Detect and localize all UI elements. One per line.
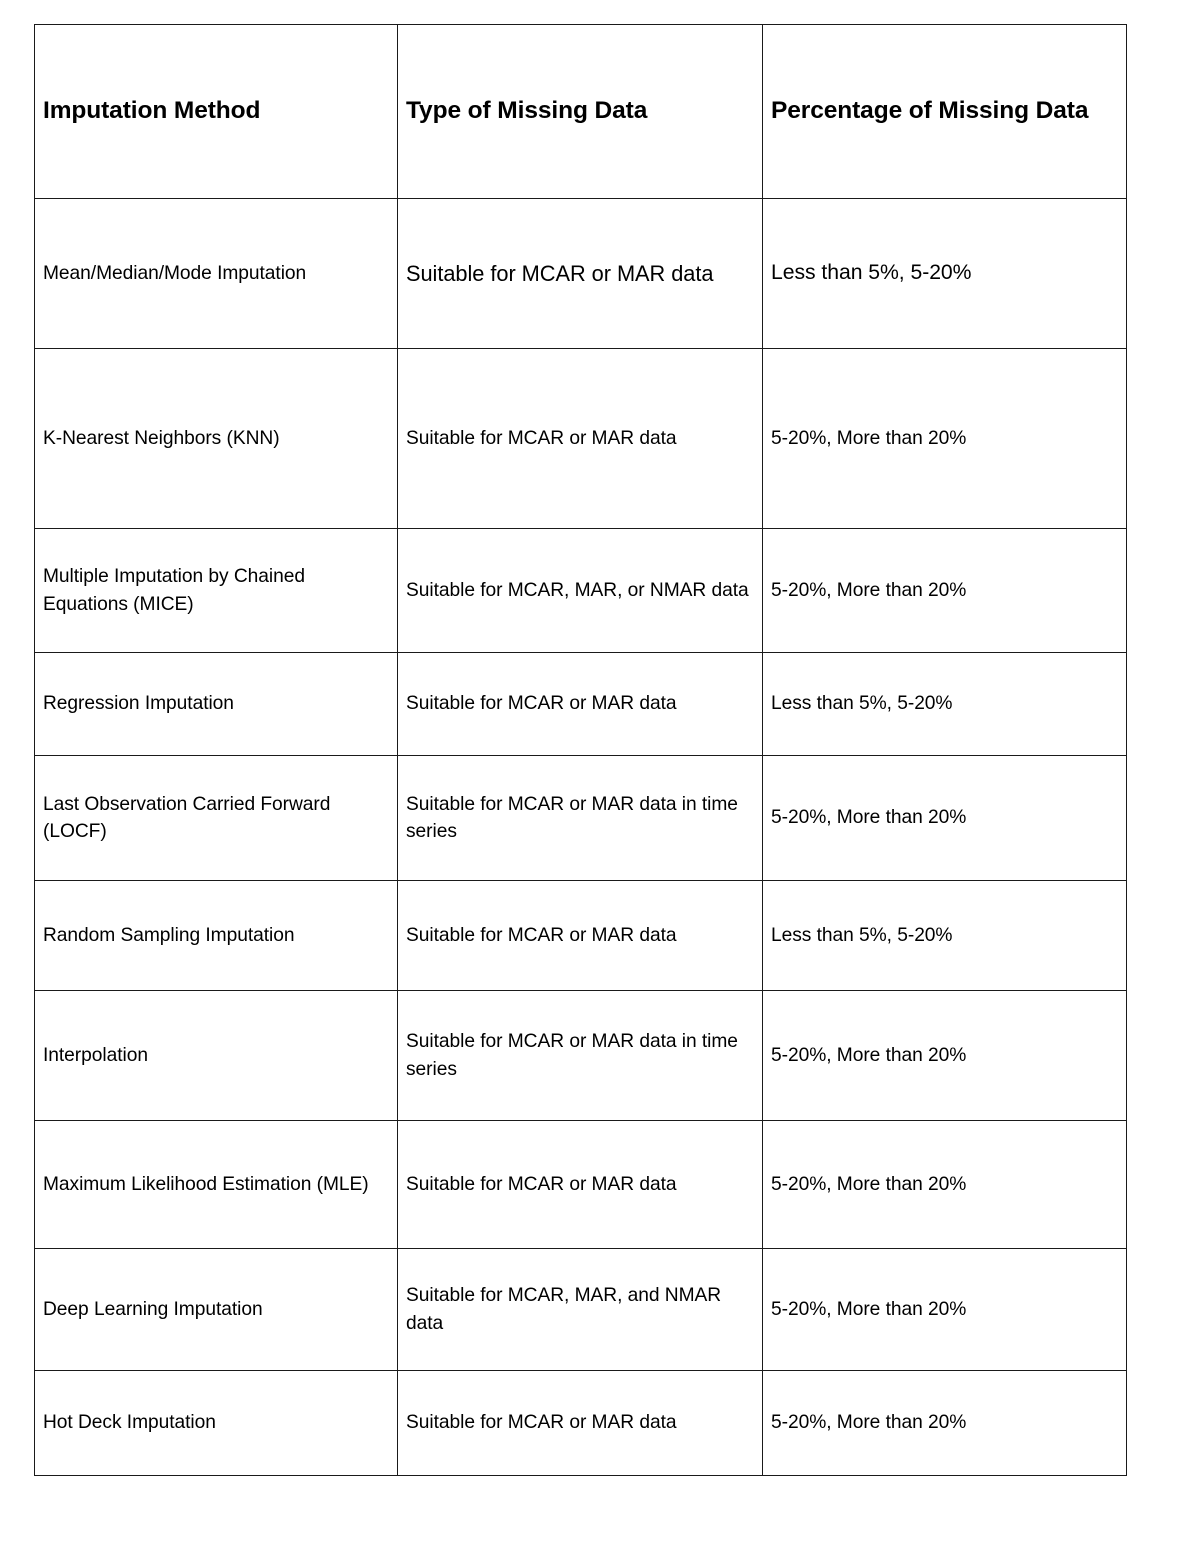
cell-method: Regression Imputation [35, 653, 398, 756]
table-row [35, 756, 1127, 881]
cell-method: Multiple Imputation by Chained Equations (MICE) [35, 529, 398, 653]
cell-percentage: 5-20%, More than 20% [763, 1249, 1127, 1371]
cell-percentage: 5-20%, More than 20% [763, 1371, 1127, 1476]
table-row [35, 199, 1127, 349]
imputation-methods-table-container [34, 24, 1126, 1476]
table-header [35, 25, 1127, 199]
cell-type: Suitable for MCAR, MAR, and NMAR data [398, 1249, 763, 1371]
cell-method: Mean/Median/Mode Imputation [35, 199, 398, 349]
table-row [35, 349, 1127, 529]
table-row [35, 1371, 1127, 1476]
cell-percentage: 5-20%, More than 20% [763, 1121, 1127, 1249]
cell-type: Suitable for MCAR or MAR data in time series [398, 756, 763, 881]
cell-type: Suitable for MCAR or MAR data [398, 1121, 763, 1249]
cell-type: Suitable for MCAR or MAR data in time series [398, 991, 763, 1121]
cell-type: Suitable for MCAR, MAR, or NMAR data [398, 529, 763, 653]
cell-percentage: 5-20%, More than 20% [763, 756, 1127, 881]
cell-percentage: Less than 5%, 5-20% [763, 653, 1127, 756]
table-body [35, 199, 1127, 1476]
cell-type: Suitable for MCAR or MAR data [398, 199, 763, 349]
table-row [35, 1121, 1127, 1249]
cell-type: Suitable for MCAR or MAR data [398, 653, 763, 756]
cell-method: Random Sampling Imputation [35, 881, 398, 991]
cell-percentage: 5-20%, More than 20% [763, 349, 1127, 529]
cell-type: Suitable for MCAR or MAR data [398, 1371, 763, 1476]
table-row [35, 529, 1127, 653]
cell-method: Hot Deck Imputation [35, 1371, 398, 1476]
cell-type: Suitable for MCAR or MAR data [398, 349, 763, 529]
cell-method: Maximum Likelihood Estimation (MLE) [35, 1121, 398, 1249]
table-row [35, 1249, 1127, 1371]
cell-percentage: Less than 5%, 5-20% [763, 199, 1127, 349]
table-row [35, 881, 1127, 991]
cell-method: Last Observation Carried Forward (LOCF) [35, 756, 398, 881]
cell-method: K-Nearest Neighbors (KNN) [35, 349, 398, 529]
cell-method: Deep Learning Imputation [35, 1249, 398, 1371]
cell-type: Suitable for MCAR or MAR data [398, 881, 763, 991]
table-header-row [35, 25, 1127, 199]
cell-percentage: 5-20%, More than 20% [763, 991, 1127, 1121]
imputation-methods-table [34, 24, 1127, 1476]
cell-method: Interpolation [35, 991, 398, 1121]
column-header-imputation-method: Imputation Method [35, 25, 398, 199]
table-row [35, 653, 1127, 756]
column-header-percentage-of-missing-data: Percentage of Missing Data [763, 25, 1127, 199]
table-row [35, 991, 1127, 1121]
column-header-type-of-missing-data: Type of Missing Data [398, 25, 763, 199]
cell-percentage: Less than 5%, 5-20% [763, 881, 1127, 991]
cell-percentage: 5-20%, More than 20% [763, 529, 1127, 653]
